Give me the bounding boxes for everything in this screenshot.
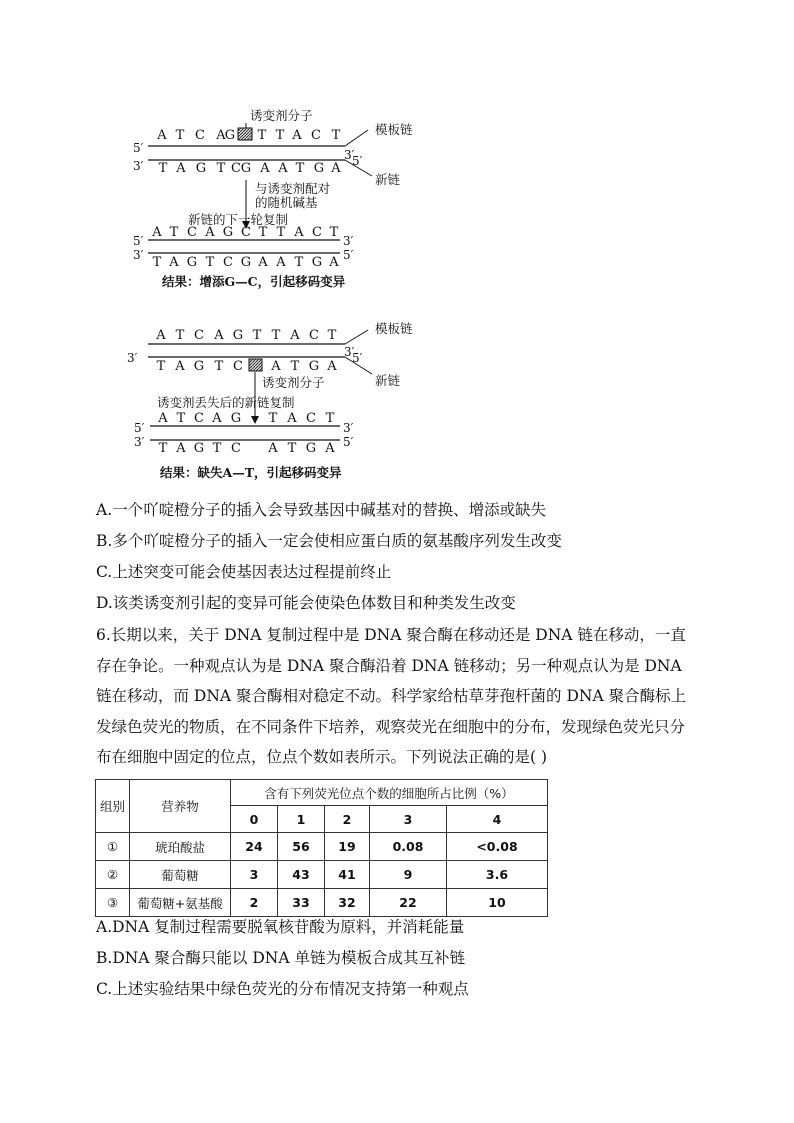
figure-insertion	[133, 108, 413, 289]
base-letter: G	[232, 328, 244, 343]
table-row	[96, 833, 548, 861]
strand-end-3: 3′	[344, 148, 355, 162]
value-cell: 3	[231, 861, 278, 889]
value-cell: 41	[325, 861, 370, 889]
replication-label: 诱变剂丢失后的新链复制	[157, 395, 295, 410]
base-letter: G	[240, 161, 252, 176]
template-strand-label: 模板链	[375, 122, 413, 137]
base-letter: G	[305, 441, 317, 456]
base-letter: T	[295, 161, 305, 176]
strand-end-5: 5′	[343, 435, 354, 449]
base-letter: G	[313, 161, 325, 176]
base-letter: C	[233, 359, 243, 374]
option-d: D.该类诱变剂引起的变异可能会使染色体数目和种类发生改变	[96, 594, 516, 612]
base-letter: G	[193, 441, 205, 456]
strand-end-3: 3′	[343, 234, 354, 248]
strand-end-3: 3′	[133, 159, 144, 173]
strand-end-5: 5′	[134, 421, 145, 435]
strand-end-3: 3′	[344, 345, 355, 359]
base-letter: T	[176, 411, 186, 426]
new-strand-sequence	[157, 359, 338, 374]
option-b: B.多个吖啶橙分子的插入一定会使相应蛋白质的氨基酸序列发生改变	[96, 532, 562, 550]
value-cell: 2	[231, 889, 278, 917]
value-cell: 33	[278, 889, 325, 917]
mutagen-label: 诱变剂分子	[250, 108, 313, 123]
header-medium: 营养物	[130, 780, 231, 833]
result-text: 结果：增添G—C，引起移码变异	[162, 274, 346, 289]
strand-end-3: 3′	[127, 351, 138, 365]
base-letter: C	[306, 411, 316, 426]
base-letter: T	[327, 328, 337, 343]
base-letter: G	[195, 161, 207, 176]
base-letter: A	[175, 359, 185, 374]
mutagen-molecule	[249, 359, 262, 371]
base-letter: T	[158, 161, 168, 176]
base-letter: A	[205, 225, 215, 240]
strand-end-5: 5′	[352, 351, 363, 365]
base-letter: G	[224, 128, 236, 143]
mutagen-molecule	[238, 128, 252, 140]
base-letter: A	[157, 128, 167, 143]
base-letter: A	[156, 328, 166, 343]
medium-cell: 葡萄糖+氨基酸	[130, 889, 231, 917]
value-cell: 10	[447, 889, 548, 917]
sub-header: 2	[325, 806, 370, 833]
base-letter: T	[268, 411, 278, 426]
base-letter: G	[193, 359, 205, 374]
strand-end-5: 5′	[133, 141, 144, 155]
medium-cell: 琥珀酸盐	[130, 833, 231, 861]
question-6-stem: 6.长期以来，关于 DNA 复制过程中是 DNA 聚合酶在移动还是 DNA 链在移动，一直存在争论。一种观点认为是 DNA 聚合酶沿着 DNA 链移动；另一种观点认为是 DNA 链在移动，而 DNA 聚合酶相对稳定不动。科学家给枯草芽孢杆菌的 DNA 聚合酶标上发绿色荧光的物质，在不同条件下培养，观察荧光在细胞中的分布，发现绿色荧光只分布在细胞中固定的位点，位点个数如表所示。下列说法正确的是( )	[96, 626, 687, 766]
mutagen-label: 诱变剂分子	[262, 375, 325, 390]
base-letter: T	[175, 328, 185, 343]
base-letter: G	[311, 255, 323, 270]
base-letter: A	[294, 225, 304, 240]
value-cell: 56	[278, 833, 325, 861]
sub-header: 4	[447, 806, 548, 833]
value-cell: 22	[370, 889, 447, 917]
base-letter: A	[271, 359, 281, 374]
base-letter: A	[158, 411, 168, 426]
base-letter: C	[194, 411, 204, 426]
base-letter: A	[169, 255, 179, 270]
strand-end-5: 5′	[133, 234, 144, 248]
template-strand-label: 模板链	[375, 321, 413, 336]
q6-option-c: C.上述实验结果中绿色荧光的分布情况支持第一种观点	[96, 980, 469, 998]
base-letter: T	[329, 225, 339, 240]
group-cell: ②	[96, 861, 130, 889]
base-letter: G	[240, 255, 252, 270]
value-cell: <0.08	[447, 833, 548, 861]
value-cell: 9	[370, 861, 447, 889]
strand-end-3: 3′	[133, 248, 144, 262]
base-letter: A	[329, 255, 339, 270]
group-cell: ③	[96, 889, 130, 917]
base-letter: A	[278, 161, 288, 176]
base-letter: A	[176, 161, 186, 176]
result-bottom-sequence	[159, 441, 336, 456]
value-cell: 3.6	[447, 861, 548, 889]
value-cell: 32	[325, 889, 370, 917]
fluorescence-table	[95, 779, 548, 917]
base-letter: T	[257, 128, 267, 143]
strand-end-5: 5′	[343, 248, 354, 262]
base-letter: A	[212, 411, 222, 426]
base-letter: T	[325, 411, 335, 426]
base-letter: A	[258, 255, 268, 270]
mutation-diagrams	[0, 0, 794, 500]
base-letter: T	[175, 128, 185, 143]
option-c: C.上述突变可能会使基因表达过程提前终止	[96, 563, 392, 581]
value-cell: 43	[278, 861, 325, 889]
base-letter: T	[212, 441, 222, 456]
base-letter: A	[176, 441, 186, 456]
value-cell: 0.08	[370, 833, 447, 861]
base-letter: A	[152, 225, 162, 240]
base-letter: G	[222, 225, 234, 240]
base-letter: T	[216, 161, 226, 176]
base-letter: G	[186, 255, 198, 270]
base-letter: C	[195, 128, 205, 143]
base-letter: T	[331, 128, 341, 143]
random-base-label: 与诱变剂配对	[255, 181, 331, 196]
base-letter: C	[194, 328, 204, 343]
base-letter: T	[214, 359, 224, 374]
base-letter: A	[292, 128, 302, 143]
base-letter: A	[287, 411, 297, 426]
strand-end-3: 3′	[343, 421, 354, 435]
base-letter: A	[276, 255, 286, 270]
header-span: 含有下列荧光位点个数的细胞所占比例（%）	[231, 780, 548, 806]
base-letter: T	[152, 255, 162, 270]
base-letter: A	[214, 328, 224, 343]
sub-header: 3	[370, 806, 447, 833]
strand-end-5: 5′	[352, 154, 363, 168]
base-letter: A	[331, 161, 341, 176]
header-group: 组别	[96, 780, 130, 833]
base-letter: C	[312, 225, 322, 240]
base-letter: T	[258, 225, 268, 240]
value-cell: 19	[325, 833, 370, 861]
new-strand-label: 新链	[375, 172, 401, 187]
base-letter: A	[216, 128, 226, 143]
base-letter: T	[252, 328, 262, 343]
new-strand-sequence	[159, 161, 342, 176]
medium-cell: 葡萄糖	[130, 861, 231, 889]
base-letter: C	[309, 328, 319, 343]
base-letter: G	[230, 411, 242, 426]
base-letter: G	[308, 359, 320, 374]
result-bottom-sequence	[153, 255, 340, 270]
base-letter: T	[275, 128, 285, 143]
template-strand-sequence	[155, 328, 336, 343]
base-letter: A	[268, 441, 278, 456]
base-letter: T	[290, 359, 300, 374]
value-cell: 24	[231, 833, 278, 861]
base-letter: A	[260, 161, 270, 176]
base-letter: T	[205, 255, 215, 270]
base-letter: A	[327, 359, 337, 374]
base-letter: A	[290, 328, 300, 343]
table-row	[96, 861, 548, 889]
base-letter: C	[241, 225, 251, 240]
sub-header: 0	[231, 806, 278, 833]
replication-label: 新链的下一轮复制	[188, 212, 289, 227]
q6-option-b: B.DNA 聚合酶只能以 DNA 单链为模板合成其互补链	[96, 949, 465, 967]
base-letter: A	[325, 441, 335, 456]
base-letter: C	[311, 128, 321, 143]
base-letter: C	[187, 225, 197, 240]
figure-deletion	[127, 321, 413, 480]
result-top-sequence	[157, 411, 334, 426]
option-a: A.一个吖啶橙分子的插入会导致基因中碱基对的替换、增添或缺失	[96, 501, 547, 519]
base-letter: T	[169, 225, 179, 240]
strand-end-3: 3′	[134, 435, 145, 449]
base-letter: T	[276, 225, 286, 240]
new-strand-label: 新链	[375, 373, 401, 388]
base-letter: T	[271, 328, 281, 343]
base-letter: T	[158, 441, 168, 456]
base-letter: T	[294, 255, 304, 270]
sub-header: 1	[278, 806, 325, 833]
base-letter: T	[156, 359, 166, 374]
random-base-label: 的随机碱基	[255, 195, 318, 210]
base-letter: C	[223, 255, 233, 270]
q6-option-a: A.DNA 复制过程需要脱氧核苷酸为原料，并消耗能量	[96, 918, 465, 936]
base-letter: C	[231, 161, 241, 176]
base-letter: C	[231, 441, 241, 456]
result-top-sequence	[151, 225, 338, 240]
base-letter: T	[287, 441, 297, 456]
result-text: 结果：缺失A—T，引起移码变异	[160, 465, 342, 480]
group-cell: ①	[96, 833, 130, 861]
